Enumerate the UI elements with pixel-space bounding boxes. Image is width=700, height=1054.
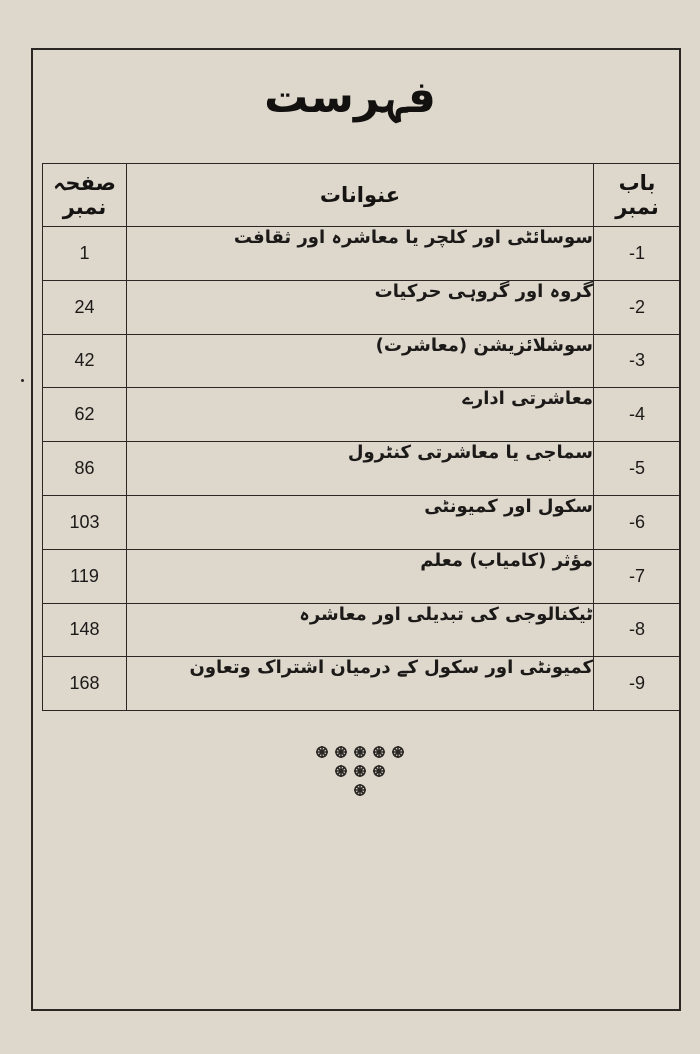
page-number: 62 (43, 388, 127, 442)
page-number: 1 (43, 227, 127, 281)
table-row (43, 495, 681, 549)
chapter-number: -1 (594, 227, 681, 281)
table-row (43, 603, 681, 657)
page-number: 42 (43, 334, 127, 388)
margin-dot (21, 379, 24, 382)
table-of-contents (42, 163, 681, 711)
page-number: 24 (43, 280, 127, 334)
chapter-number: -8 (594, 603, 681, 657)
header-topics: عنوانات (127, 164, 594, 227)
chapter-topic: سوسائٹی اور کلچر یا معاشرہ اور ثقافت (127, 227, 594, 281)
page-number: 119 (43, 549, 127, 603)
page-number: 168 (43, 657, 127, 711)
chapter-topic: سوشلائزیشن (معاشرت) (127, 334, 594, 388)
header-chapter-number: باب نمبر (594, 164, 681, 227)
chapter-topic: مؤثر (کامیاب) معلم (127, 549, 594, 603)
table-row (43, 442, 681, 496)
chapter-number: -9 (594, 657, 681, 711)
table-row (43, 657, 681, 711)
table-row (43, 549, 681, 603)
chapter-topic: سماجی یا معاشرتی کنٹرول (127, 442, 594, 496)
table-row (43, 280, 681, 334)
chapter-topic: معاشرتی ادارے (127, 388, 594, 442)
chapter-number: -6 (594, 495, 681, 549)
page-number: 86 (43, 442, 127, 496)
page-number: 103 (43, 495, 127, 549)
floral-ornament-icon (300, 742, 420, 802)
chapter-number: -5 (594, 442, 681, 496)
table-row (43, 334, 681, 388)
chapter-number: -7 (594, 549, 681, 603)
chapter-topic: سکول اور کمیونٹی (127, 495, 594, 549)
chapter-topic: کمیونٹی اور سکول کے درمیان اشتراک وتعاون (127, 657, 594, 711)
chapter-number: -4 (594, 388, 681, 442)
chapter-topic: ٹیکنالوجی کی تبدیلی اور معاشرہ (127, 603, 594, 657)
header-row (43, 164, 681, 227)
chapter-topic: گروہ اور گروہی حرکیات (127, 280, 594, 334)
page-title: فہرست (264, 72, 436, 123)
chapter-number: -2 (594, 280, 681, 334)
page-number: 148 (43, 603, 127, 657)
chapter-number: -3 (594, 334, 681, 388)
table-row (43, 388, 681, 442)
header-page-number: صفحہ نمبر (43, 164, 127, 227)
table-row (43, 227, 681, 281)
